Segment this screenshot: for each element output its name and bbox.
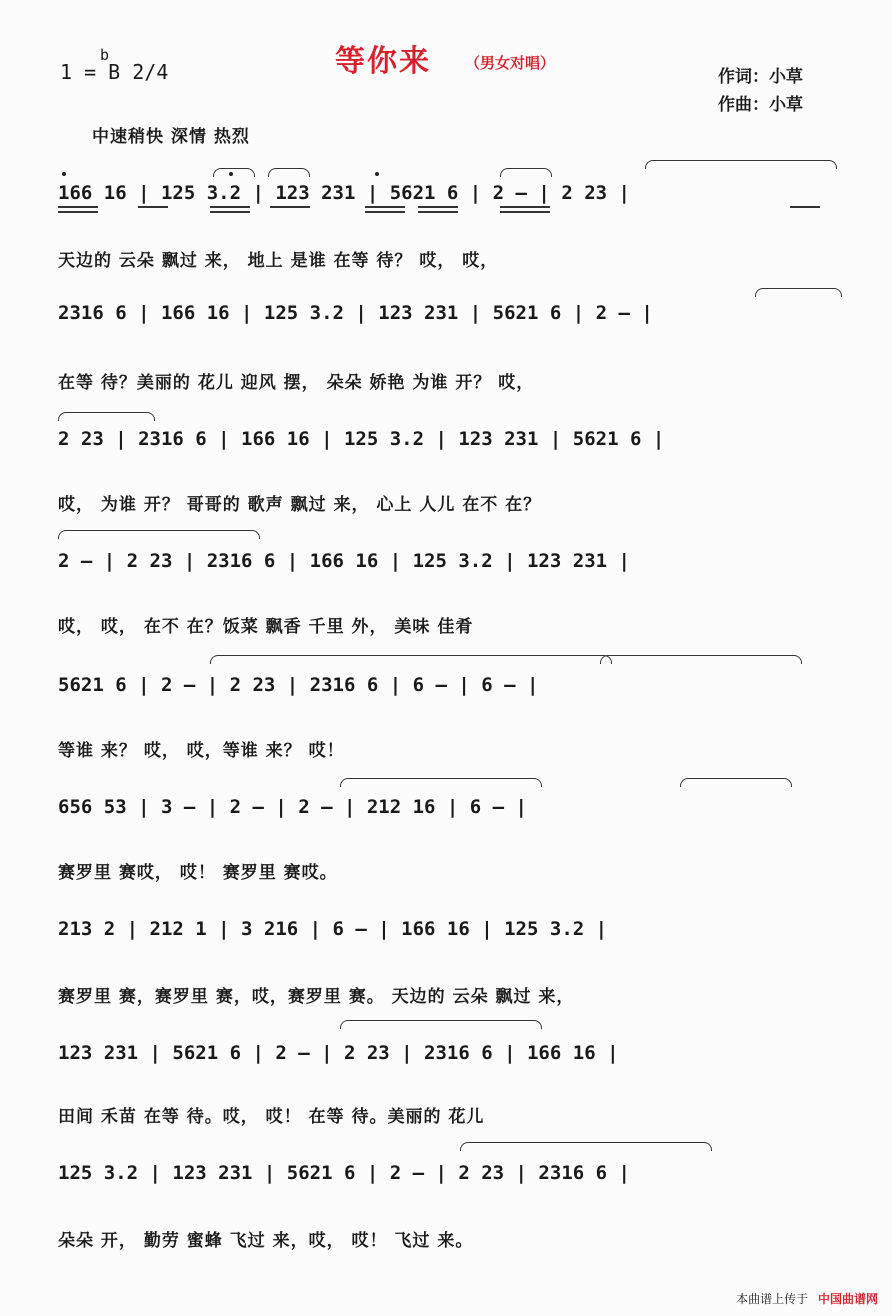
notation-line: 166 16 | 125 3.2 | 123 231 | 5621 6 | 2 — | 2 23 | [58, 182, 630, 204]
lyric-line: 天边的 云朵 飘过 来， 地上 是谁 在等 待？ 哎， 哎， [58, 251, 499, 271]
notation-line: 125 3.2 | 123 231 | 5621 6 | 2 — | 2 23 | 2316 6 | [58, 1162, 630, 1184]
footer-credit [736, 1290, 878, 1307]
tie-mark [460, 1142, 712, 1151]
notation-line: 2316 6 | 166 16 | 125 3.2 | 123 231 | 5621 6 | 2 — | [58, 302, 653, 324]
site-brand[interactable]: 中国曲谱网 [817, 1292, 878, 1306]
tie-mark [210, 655, 612, 664]
notation-line: 5621 6 | 2 — | 2 23 | 2316 6 | 6 — | 6 — | [58, 674, 539, 696]
beam [500, 206, 550, 213]
beam [365, 206, 405, 213]
song-subtitle: （男女对唱） [465, 54, 556, 72]
octave-dot [229, 172, 233, 176]
tie-mark [680, 778, 792, 787]
lyric-line: 赛罗里 赛哎， 哎！ 赛罗里 赛哎。 [58, 863, 338, 883]
notation-line: 213 2 | 212 1 | 3 216 | 6 — | 166 16 | 125 3.2 | [58, 918, 608, 940]
tie-mark [268, 168, 310, 177]
octave-dot [62, 172, 66, 176]
beam [138, 206, 168, 208]
tie-mark [213, 168, 255, 177]
notation-line: 656 53 | 3 — | 2 — | 2 — | 212 16 | 6 — | [58, 796, 527, 818]
tie-mark [58, 530, 260, 539]
tie-mark [340, 1020, 542, 1029]
lyric-line: 等谁 来？ 哎， 哎，等谁 来？ 哎！ [58, 741, 345, 761]
beam [418, 206, 458, 213]
tie-mark [58, 412, 155, 421]
lyric-line: 朵朵 开， 勤劳 蜜蜂 飞过 来，哎， 哎！ 飞过 来。 [58, 1231, 474, 1251]
notation-line: 2 23 | 2316 6 | 166 16 | 125 3.2 | 123 231 | 5621 6 | [58, 428, 665, 450]
lyric-line: 在等 待？美丽的 花儿 迎风 摆， 朵朵 娇艳 为谁 开？ 哎， [58, 373, 535, 393]
lyric-line: 田间 禾苗 在等 待。哎， 哎！ 在等 待。美丽的 花儿 [58, 1107, 485, 1127]
flat-sign: b [100, 46, 110, 64]
lyricist-credit: 作词：小草 [718, 67, 803, 87]
upload-text: 本曲谱上传于 [736, 1292, 809, 1306]
tie-mark [340, 778, 542, 787]
key-signature: 1 = B 2/4 b [60, 46, 169, 84]
lyric-line: 哎， 为谁 开？ 哥哥的 歌声 飘过 来， 心上 人儿 在不 在？ [58, 495, 542, 515]
tie-mark [600, 655, 802, 664]
beam [58, 206, 98, 213]
beam [270, 206, 310, 208]
lyric-line: 哎， 哎， 在不 在？饭菜 飘香 千里 外， 美味 佳肴 [58, 617, 474, 637]
notation-line: 123 231 | 5621 6 | 2 — | 2 23 | 2316 6 | 166 16 | [58, 1042, 619, 1064]
octave-dot [375, 172, 379, 176]
tie-mark [500, 168, 552, 177]
beam [210, 206, 250, 213]
tempo-marking: 中速稍快 深情 热烈 [92, 127, 250, 147]
lyric-line: 赛罗里 赛，赛罗里 赛，哎，赛罗里 赛。 天边的 云朵 飘过 来， [58, 987, 575, 1007]
tie-mark [755, 288, 842, 297]
composer-credit: 作曲：小草 [718, 95, 803, 115]
beam [790, 206, 820, 208]
tie-mark [645, 160, 837, 169]
song-title: 等你来 [335, 44, 431, 79]
notation-line: 2 — | 2 23 | 2316 6 | 166 16 | 125 3.2 | 123 231 | [58, 550, 630, 572]
